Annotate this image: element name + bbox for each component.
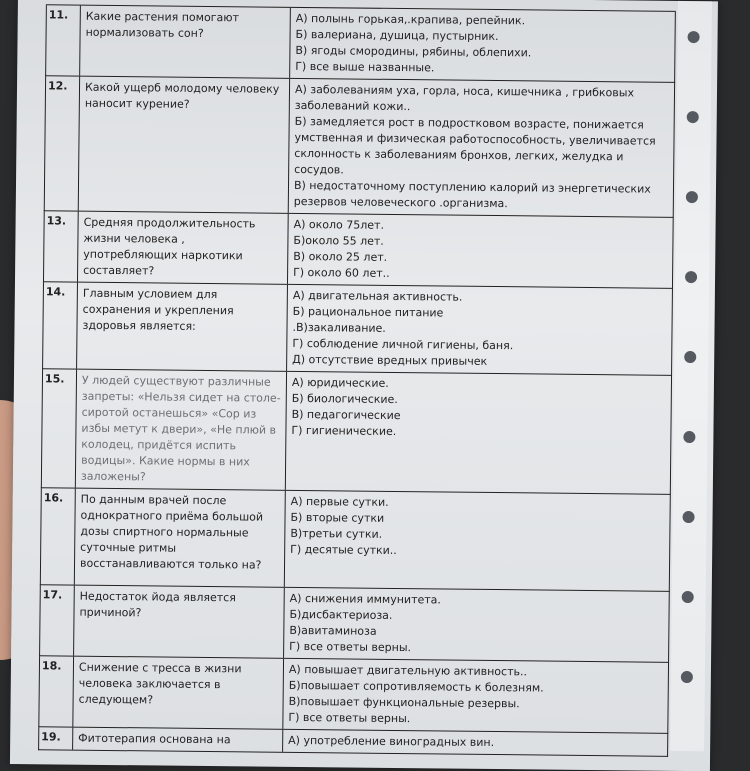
question-number: 11. <box>46 5 81 75</box>
answer-option: Д) отсутствие вредных привычек <box>292 352 488 368</box>
question-row <box>38 656 669 734</box>
punch-hole <box>682 591 694 603</box>
answer-option: Б) рациональное питание <box>292 304 444 320</box>
answer-option: В) недостаточному поступлению калорий из энергетических резервов человеческого .организма. <box>293 178 651 211</box>
answer-option: .В)закаливание. <box>292 320 386 335</box>
answer-options <box>289 79 674 217</box>
answer-options <box>287 285 672 375</box>
answer-option: В) около 25 лет. <box>293 249 388 264</box>
question-number: 15. <box>42 369 77 487</box>
punch-hole <box>686 191 698 203</box>
answer-options <box>290 8 675 82</box>
answer-options <box>288 214 673 288</box>
answer-options <box>283 730 667 756</box>
question-text: Снижение с тресса в жизни человека заключается в следующем? <box>73 657 284 729</box>
question-row <box>41 369 672 495</box>
question-text: Недостаток йода является причиной? <box>74 586 285 658</box>
answer-option: Г) десятые сутки.. <box>290 542 397 557</box>
question-number: 12. <box>45 76 80 210</box>
answer-option: А) первые сутки. <box>290 494 389 509</box>
answer-option: А) около 75лет. <box>293 217 385 232</box>
question-row <box>40 488 671 592</box>
answer-options <box>284 588 669 662</box>
question-text: По данным врачей после однократного приёма большой дозы спиртного нормальные суточные ритмы восстанавливаются только на? <box>75 489 286 587</box>
answer-options <box>286 372 671 494</box>
punch-hole <box>688 31 700 43</box>
punch-hole <box>687 111 699 123</box>
question-row <box>42 282 673 376</box>
question-row <box>45 5 676 83</box>
question-text: Какой ущерб молодому человеку наносит курение? <box>79 77 290 213</box>
answer-option: Г) гигиенические. <box>291 423 397 438</box>
question-number: 17. <box>40 585 75 655</box>
question-text: Средняя продолжительность жизни человека , употребляющих наркотики составляет? <box>78 212 289 284</box>
quiz-table <box>38 4 676 757</box>
answer-option: В)третьи сутки. <box>290 526 383 541</box>
answer-option: А) двигательная активность. <box>292 288 463 304</box>
answer-option: Г) все ответы верны. <box>288 710 411 726</box>
answer-option: Г) около 60 лет.. <box>293 265 390 280</box>
question-number: 16. <box>41 488 76 584</box>
paper-sheet <box>10 0 718 771</box>
question-row <box>39 585 670 663</box>
answer-options <box>283 659 668 733</box>
answer-option: Б) замедляется рост в подростковом возрасте, понижается умственная и физическая работоспособность, увеличивается склонность к заболеваниям бронхов, легких, желудка и сосудов. <box>294 114 656 177</box>
question-number: 18. <box>39 656 74 726</box>
answer-option: А) снижения иммунитета. <box>289 591 441 607</box>
punch-hole <box>683 431 695 443</box>
answer-option: А) заболеваниям уха, горла, носа, кишечника , грибковых заболеваний кожи.. <box>294 82 635 114</box>
answer-option: А) употребление виноградных вин. <box>288 733 495 750</box>
answer-option: В)повышает функциональные резервы. <box>288 694 520 711</box>
answer-option: Б) валериана, душица, пустырник. <box>295 27 499 44</box>
answer-option: Б) вторые сутки <box>290 510 385 525</box>
answer-option: Б)около 55 лет. <box>293 233 384 248</box>
question-row <box>44 76 675 218</box>
answer-option: Г) все ответы верны. <box>289 639 412 655</box>
answer-option: Б)дисбактериоза. <box>289 607 393 622</box>
punch-hole <box>685 271 697 283</box>
punch-hole <box>684 351 696 363</box>
question-text: Какие растения помогают нормализовать сон? <box>80 6 291 78</box>
question-number: 19. <box>39 727 73 749</box>
question-number: 14. <box>43 282 78 368</box>
answer-option: А) полынь горькая,.крапива, репейник. <box>295 11 526 28</box>
answer-option: Б)повышает сопротивляемость к болезням. <box>288 678 544 695</box>
question-text: Фитотерапия основана на <box>73 728 283 752</box>
answer-option: Г) соблюдение личной гигиены, баня. <box>292 336 514 353</box>
answer-option: А) юридические. <box>291 375 389 390</box>
punch-hole <box>681 671 693 683</box>
question-text: Главным условием для сохранения и укрепления здоровья является: <box>77 283 288 371</box>
answer-option: Б) биологические. <box>291 391 398 406</box>
answer-option: В) ягоды смородины, рябины, облепихи. <box>295 43 532 60</box>
binder-sleeve <box>670 1 712 751</box>
answer-option: А) повышает двигательную активность.. <box>288 662 528 679</box>
question-text: У людей существуют различные запреты: «Нельзя сидет на столе- сиротой останешься» «Сор из избы метут к двери», «Не плюй в колодец, придётся испить водицы». Какие нормы в них заложены? <box>76 370 287 490</box>
question-number: 13. <box>44 211 79 281</box>
question-row <box>43 211 674 289</box>
punch-hole <box>682 511 694 523</box>
answer-options <box>285 491 670 591</box>
answer-option: В) педагогические <box>291 407 401 423</box>
answer-option: Г) все выше названные. <box>295 59 435 75</box>
answer-option: В)авитаминоза <box>289 623 377 638</box>
